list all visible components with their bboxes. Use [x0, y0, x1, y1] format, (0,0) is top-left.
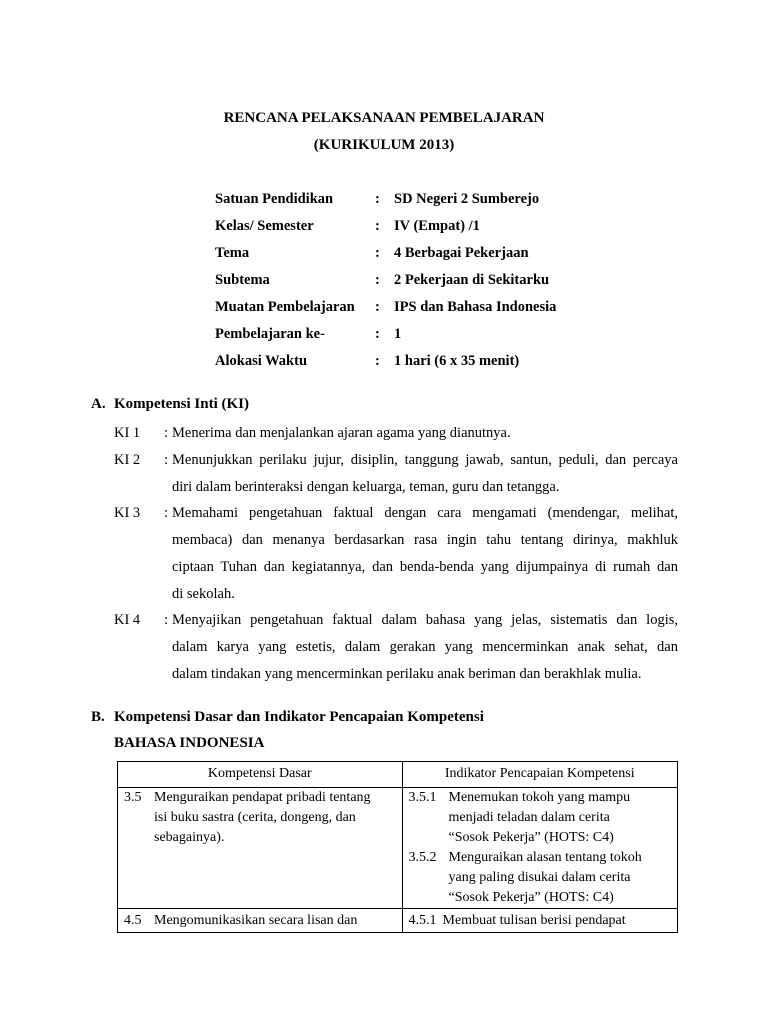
ki-code: KI 3 — [114, 505, 141, 521]
identity-value: IV (Empat) /1 — [394, 218, 480, 234]
indicator-number: 4.5.1 — [408, 913, 437, 928]
identity-row — [215, 269, 556, 296]
identity-row — [215, 350, 556, 377]
indicator-item — [403, 911, 677, 931]
kd-line: Mengomunikasikan secara lisan dan — [154, 913, 358, 928]
indicator-cell — [402, 788, 677, 909]
ki-line: diri dalam berinteraksi dengan keluarga, teman, guru dan tetangga. — [172, 479, 560, 495]
ki-code: KI 2 — [114, 452, 141, 468]
kd-item — [118, 788, 402, 848]
identity-value: 1 hari (6 x 35 menit) — [394, 353, 520, 369]
identity-value: 2 Pekerjaan di Sekitarku — [394, 272, 550, 288]
section-letter: B. — [91, 709, 105, 725]
section-a-heading — [91, 396, 249, 413]
ki-line: dalam karya yang estetis, dalam gerakan yang mencerminkan anak sehat, dan — [172, 639, 678, 655]
kd-line: isi buku sastra (cerita, dongeng, dan — [154, 810, 356, 825]
identity-row — [215, 296, 556, 323]
ki-line: membaca) dan menanya berdasarkan rasa ingin tahu tentang dirinya, makhluk — [172, 532, 678, 548]
identity-label: Kelas/ Semester — [215, 218, 314, 234]
identity-colon: : — [375, 326, 380, 342]
identity-colon: : — [375, 245, 380, 261]
identity-colon: : — [375, 218, 380, 234]
kd-item — [118, 911, 402, 931]
identity-value: SD Negeri 2 Sumberejo — [394, 191, 540, 207]
ki-text — [164, 500, 678, 608]
ki-text — [164, 420, 678, 447]
ki-text — [164, 447, 678, 501]
kd-cell — [118, 788, 403, 909]
indicator-item — [403, 848, 677, 908]
identity-value: IPS dan Bahasa Indonesia — [394, 299, 557, 315]
ki-colon: : — [164, 505, 169, 521]
identity-label: Muatan Pembelajaran — [215, 299, 355, 315]
identity-colon: : — [375, 272, 380, 288]
identity-colon: : — [375, 191, 380, 207]
ki-line: Menerima dan menjalankan ajaran agama yang dianutnya. — [172, 425, 511, 441]
section-letter: A. — [91, 396, 106, 412]
kd-number: 4.5 — [124, 913, 142, 928]
indicator-line: “Sosok Pekerja” (HOTS: C4) — [448, 890, 614, 905]
section-title: Kompetensi Inti (KI) — [114, 396, 249, 412]
ki-colon: : — [164, 612, 169, 628]
indicator-line: Membuat tulisan berisi pendapat — [442, 913, 626, 928]
ki-line: Menunjukkan perilaku jujur, disiplin, tanggung jawab, santun, peduli, dan percaya — [172, 452, 678, 468]
indicator-number: 3.5.1 — [408, 790, 437, 805]
table-header-cell: Kompetensi Dasar — [118, 762, 403, 788]
table-row — [118, 909, 678, 933]
kd-cell — [118, 909, 403, 933]
section-title: Kompetensi Dasar dan Indikator Pencapaian Kompetensi — [114, 709, 484, 725]
identity-row — [215, 188, 556, 215]
identity-label: Alokasi Waktu — [215, 353, 308, 369]
identity-block — [215, 188, 556, 377]
table-row — [118, 788, 678, 909]
indicator-line: menjadi teladan dalam cerita — [448, 810, 610, 825]
ki-line: dalam tindakan yang mencerminkan perilaku anak beriman dan berakhlak mulia. — [172, 666, 642, 682]
section-b-heading — [91, 709, 484, 726]
indicator-item — [403, 788, 677, 848]
indicator-line: yang paling disukai dalam cerita — [448, 870, 631, 885]
kd-line: Menguraikan pendapat pribadi tentang — [154, 790, 371, 805]
identity-row — [215, 323, 556, 350]
identity-row — [215, 242, 556, 269]
ki-code: KI 4 — [114, 612, 141, 628]
document-subtitle: (KURIKULUM 2013) — [313, 137, 455, 153]
ki-text — [164, 607, 678, 688]
identity-label: Subtema — [215, 272, 270, 288]
identity-row — [215, 215, 556, 242]
identity-label: Pembelajaran ke- — [215, 326, 325, 342]
ki-line: ciptaan Tuhan dan kegiatannya, dan benda-benda yang dijumpainya di rumah dan — [172, 559, 678, 575]
ki-colon: : — [164, 452, 169, 468]
kd-line: sebagainya). — [154, 830, 225, 845]
identity-label: Satuan Pendidikan — [215, 191, 334, 207]
identity-colon: : — [375, 353, 380, 369]
identity-label: Tema — [215, 245, 250, 261]
identity-value: 4 Berbagai Pekerjaan — [394, 245, 529, 261]
competency-table — [117, 761, 678, 933]
indicator-number: 3.5.2 — [408, 850, 437, 865]
subject-heading: BAHASA INDONESIA — [114, 735, 265, 751]
indicator-cell — [402, 909, 677, 933]
ki-line: Menyajikan pengetahuan faktual dalam bahasa yang jelas, sistematis dan logis, — [172, 612, 678, 628]
kd-number: 3.5 — [124, 790, 142, 805]
indicator-line: Menguraikan alasan tentang tokoh — [448, 850, 642, 865]
table-header-cell: Indikator Pencapaian Kompetensi — [402, 762, 677, 788]
identity-colon: : — [375, 299, 380, 315]
ki-code: KI 1 — [114, 425, 141, 441]
document-title: RENCANA PELAKSANAAN PEMBELAJARAN — [223, 110, 545, 126]
ki-colon: : — [164, 425, 169, 441]
indicator-line: Menemukan tokoh yang mampu — [448, 790, 631, 805]
ki-line: Memahami pengetahuan faktual dengan cara mengamati (mendengar, melihat, — [172, 505, 678, 521]
identity-value: 1 — [394, 326, 402, 342]
table-header-row — [118, 762, 678, 788]
indicator-line: “Sosok Pekerja” (HOTS: C4) — [448, 830, 614, 845]
ki-line: di sekolah. — [172, 586, 235, 602]
